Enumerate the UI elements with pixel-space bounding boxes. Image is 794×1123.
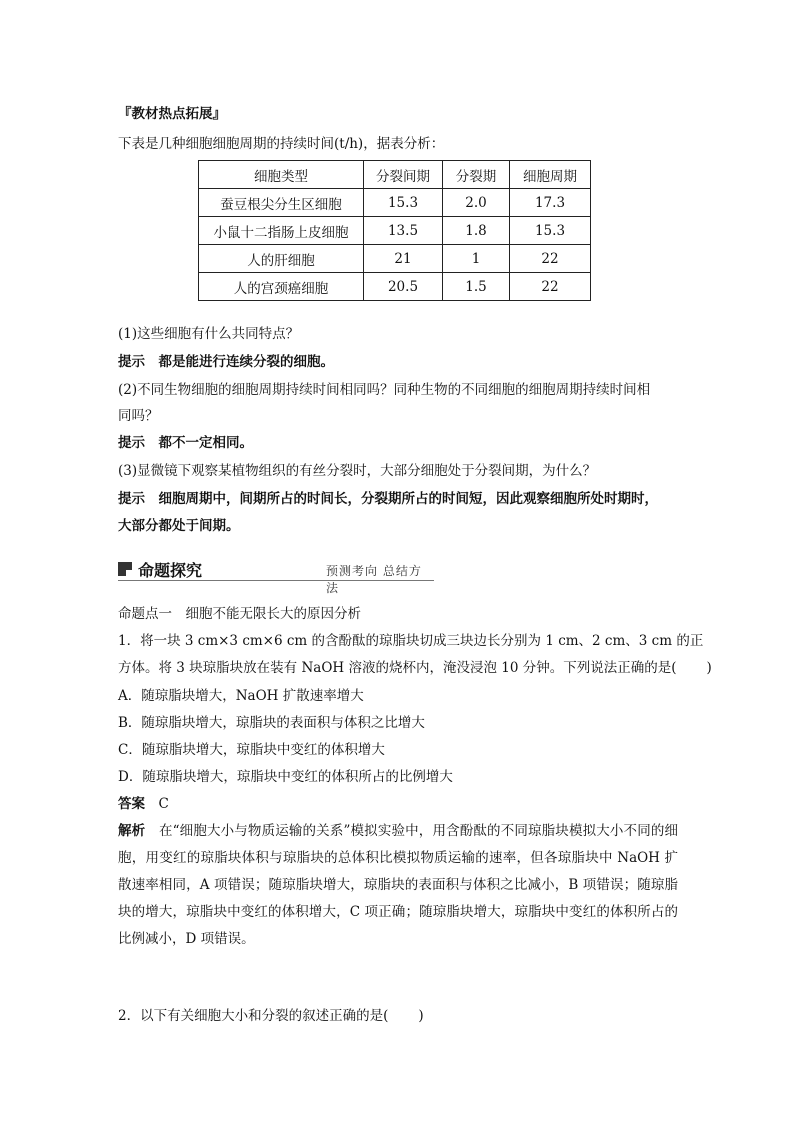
analysis — [118, 818, 678, 953]
table-cell: 17.3 — [510, 189, 591, 217]
analysis-text: 在“细胞大小与物质运输的关系”模拟实验中，用含酚酞的不同琼脂块模拟大小不同的细胞，用变红的琼脂块体积与琼脂块的总体积比模拟物质运输的速率，但各琼脂块中 NaOH 扩散速率相同，A 项错误；随琼脂块增大，琼脂块的表面积与体积之比减小，B 项错误；随琼脂块的增大，琼脂块中变红的体积增大，C 项正确；随琼脂块增大，琼脂块中变红的体积所占的比例减小，D 项错误。 — [118, 823, 679, 947]
question-text: (2)不同生物细胞的细胞周期持续时间相同吗？同种生物的不同细胞的细胞周期持续时间相 — [118, 382, 651, 398]
question-stem-close: ) — [418, 1008, 424, 1024]
table-cell: 22 — [510, 245, 591, 273]
table-row — [199, 217, 591, 245]
tip-label: 提示 — [118, 491, 145, 507]
section-title: 命题探究 — [138, 561, 203, 580]
table-cell: 2.0 — [443, 189, 510, 217]
table-cell: 15.3 — [510, 217, 591, 245]
table-row — [199, 245, 591, 273]
answer-label: 答案 — [118, 796, 145, 812]
table-cell: 蚕豆根尖分生区细胞 — [199, 189, 364, 217]
tip-text: 大部分都处于间期。 — [118, 518, 240, 534]
question-text: (1)这些细胞有什么共同特点？ — [118, 326, 300, 342]
table-cell: 1.8 — [443, 217, 510, 245]
table-cell: 1 — [443, 245, 510, 273]
tip-text: 都不一定相同。 — [158, 435, 253, 451]
table-header: 细胞类型 — [199, 161, 364, 189]
section-header — [118, 558, 434, 595]
question-stem — [118, 1006, 424, 1026]
point-heading: 命题点一 细胞不能无限长大的原因分析 — [118, 606, 361, 622]
question-text: (3)显微镜下观察某植物组织的有丝分裂时，大部分细胞处于分裂间期，为什么？ — [118, 463, 597, 479]
answer — [118, 794, 169, 814]
tip-label: 提示 — [118, 354, 145, 370]
table-row — [199, 189, 591, 217]
table-cell: 20.5 — [364, 273, 443, 301]
question-stem — [118, 658, 712, 678]
question-stem-text: 2．以下有关细胞大小和分裂的叙述正确的是( — [118, 1008, 389, 1024]
option-d: D．随琼脂块增大，琼脂块中变红的体积所占的比例增大 — [118, 769, 453, 785]
section-subtitle: 预测考向 总结方法 — [326, 564, 422, 595]
option-c: C．随琼脂块增大，琼脂块中变红的体积增大 — [118, 742, 385, 758]
table-cell: 1.5 — [443, 273, 510, 301]
tip-text: 细胞周期中，间期所占的时间长，分裂期所占的时间短，因此观察细胞所处时期时， — [158, 491, 658, 507]
answer-value: C — [158, 796, 169, 812]
table-cell: 13.5 — [364, 217, 443, 245]
option-a: A．随琼脂块增大，NaOH 扩散速率增大 — [118, 688, 364, 704]
cell-cycle-table — [198, 160, 591, 301]
question-stem-close: ) — [706, 660, 712, 676]
table-cell: 15.3 — [364, 189, 443, 217]
tip — [118, 489, 658, 509]
table-header-row — [199, 161, 591, 189]
question-text: 同吗？ — [118, 408, 159, 424]
tip-label: 提示 — [118, 435, 145, 451]
section-square-icon — [118, 562, 132, 576]
table-header: 细胞周期 — [510, 161, 591, 189]
table-row — [199, 273, 591, 301]
table-header: 分裂间期 — [364, 161, 443, 189]
table-header: 分裂期 — [443, 161, 510, 189]
table-cell: 22 — [510, 273, 591, 301]
question-stem-text: 方体。将 3 块琼脂块放在装有 NaOH 溶液的烧杯内，淹没浸泡 10 分钟。下列说法正确的是( — [118, 660, 677, 676]
table-cell: 人的肝细胞 — [199, 245, 364, 273]
option-b: B．随琼脂块增大，琼脂块的表面积与体积之比增大 — [118, 715, 425, 731]
tip — [118, 352, 334, 372]
analysis-label: 解析 — [118, 823, 146, 839]
table-intro: 下表是几种细胞细胞周期的持续时间(t/h)，据表分析： — [118, 136, 445, 152]
table-cell: 人的宫颈癌细胞 — [199, 273, 364, 301]
tip — [118, 433, 253, 453]
section-rule — [118, 580, 434, 581]
table-cell: 小鼠十二指肠上皮细胞 — [199, 217, 364, 245]
tip-text: 都是能进行连续分裂的细胞。 — [158, 354, 334, 370]
section-tag: 『教材热点拓展』 — [118, 106, 226, 122]
question-stem: 1．将一块 3 cm×3 cm×6 cm 的含酚酞的琼脂块切成三块边长分别为 1 cm、2 cm、3 cm 的正 — [118, 633, 704, 649]
table-cell: 21 — [364, 245, 443, 273]
